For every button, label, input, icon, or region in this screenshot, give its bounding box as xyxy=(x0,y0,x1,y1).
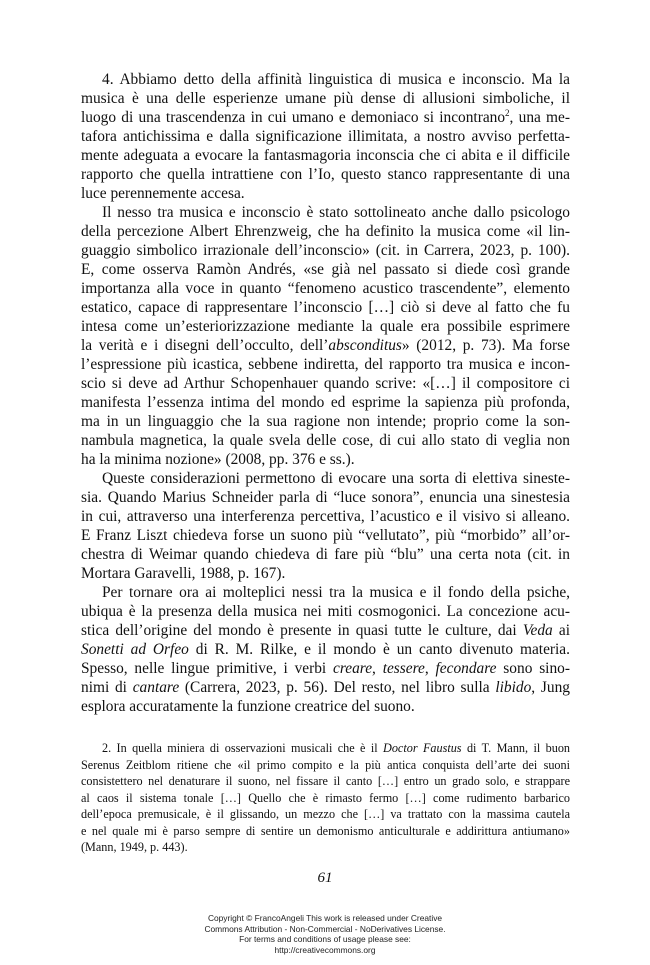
text-line: luogo di una trascendenza in cui umano e demoniaco si incontrano$^2$, una me- xyxy=(81,107,570,126)
footnote-line: consistettero nel denaturare il suono, nel fissare il canto […] entro un grado solo, e strappare xyxy=(81,774,570,788)
footnote-line: e nel quale mi è parso sempre di sentire un demonismo anticulturale e addirittura antiumano» xyxy=(81,823,570,838)
footnote-line: al caos il sistema tonale […] Quello che è rimasto fermo […] come rudimento barbarico xyxy=(81,790,570,805)
text-line: ma in un linguaggio che la sua ragione non intende; proprio come la son- xyxy=(81,413,570,430)
footnote xyxy=(81,740,570,856)
paragraph-3 xyxy=(81,469,570,583)
text-line: mente adeguata a evocare la fantasmagoria inconscia che ci abita e il difficile xyxy=(81,147,570,164)
text-line: Sonetti ad Orfeo di R. M. Rilke, e il mondo è un canto divenuto materia. xyxy=(81,641,570,658)
paragraph-4 xyxy=(81,583,570,716)
copyright-line: Commons Attribution - Non-Commercial - NoDerivatives License. xyxy=(204,923,446,934)
text-line: Per tornare ora ai molteplici nessi tra la musica e il fondo della psiche, xyxy=(102,584,570,601)
footnote-line: Serenus Zeitblom ritiene che «il primo compito e la più antica conquista dell’arte dei suoni xyxy=(81,757,570,772)
text-line: tafora antichissima e dalla significazione illimitata, a nostro avviso perfetta- xyxy=(81,128,570,145)
copyright-notice xyxy=(0,913,650,955)
text-line: chestra di Weimar quando chiedeva di fare più “blu” una certa nota (cit. in xyxy=(81,546,570,563)
text-line: rapporto che quella intrattiene con l’Io, questo stanco rappresentante di una xyxy=(81,166,570,183)
text-line: stica dell’origine del mondo è presente in quasi tutte le culture, dai Veda ai xyxy=(81,622,570,639)
text-line: l’espressione più icastica, sebbene indiretta, del rapporto tra musica e incon- xyxy=(81,356,570,373)
text-line: Queste considerazioni permettono di evocare una sorta di elettiva sineste- xyxy=(102,470,570,487)
text-line: ubiqua è la presenza della musica nei miti cosmogonici. La concezione acu- xyxy=(81,603,570,620)
text-line: E Franz Liszt chiedeva forse un suono più “vellutato”, più “morbido” all’or- xyxy=(81,527,570,544)
footnote-line: dell’epoca premusicale, è il glissando, un mezzo che […] va trattato con la massima cautela xyxy=(81,807,570,821)
text-line: la verità e i disegni dell’occulto, dell’absconditus» (2012, p. 73). Ma forse xyxy=(81,337,570,354)
text-line: in cui, attraverso una interferenza percettiva, l’acustico e il visivo si alleano. xyxy=(81,508,570,525)
text-line: ha la minima nozione» (2008, pp. 376 e ss.). xyxy=(81,451,355,468)
text-line: Spesso, nelle lingue primitive, i verbi creare, tessere, fecondare sono sino- xyxy=(81,660,570,677)
text-line: nimi di cantare (Carrera, 2023, p. 56). Del resto, nel libro sulla libido, Jung xyxy=(81,679,570,696)
text-line: sia. Quando Marius Schneider parla di “luce sonora”, enuncia una sinestesia xyxy=(81,489,570,506)
text-line: esplora accuratamente la funzione creatrice del suono. xyxy=(81,698,415,715)
main-text xyxy=(81,70,570,716)
text-line: scio si deve ad Arthur Schopenhauer quando scrive: «[…] il compositore ci xyxy=(81,375,570,392)
text-line: estatico, capace di rappresentare l’inconscio […] ciò si deve al fatto che fu xyxy=(81,299,570,316)
text-line: nambula magnetica, la quale svela delle cose, di cui allo stato di veglia non xyxy=(81,432,570,449)
copyright-line: Copyright © FrancoAngeli This work is released under Creative xyxy=(207,913,443,923)
footnote-line: (Mann, 1949, p. 443). xyxy=(81,840,188,854)
copyright-line: For terms and conditions of usage please see: xyxy=(239,934,411,944)
footnote-line: 2. In quella miniera di osservazioni musicali che è il Doctor Faustus di T. Mann, il buon xyxy=(102,741,571,755)
text-line: 4. Abbiamo detto della affinità linguistica di musica e inconscio. Ma la xyxy=(102,71,570,88)
text-line: musica è una delle esperienze umane più dense di allusioni simboliche, il xyxy=(81,90,570,107)
text-line: E, come osserva Ramòn Andrés, «se già nel passato si diede così grande xyxy=(81,261,570,278)
text-line: intesa come un’esteriorizzazione mediante la quale era possibile esprimere xyxy=(81,318,570,335)
paragraph-1 xyxy=(81,70,570,203)
text-line: Mortara Garavelli, 1988, p. 167). xyxy=(81,565,286,582)
text-line: importanza alla voce in quanto “fenomeno acustico trascendente”, elemento xyxy=(81,280,570,297)
page-number: 61 xyxy=(317,870,333,886)
text-line: Il nesso tra musica e inconscio è stato sottolineato anche dallo psicologo xyxy=(102,204,570,221)
copyright-link[interactable]: http://creativecommons.org xyxy=(274,944,376,955)
text-line: della percezione Albert Ehrenzweig, che ha definito la musica come «il lin- xyxy=(81,223,570,240)
text-line: manifesta l’essenza intima del mondo ed esprime la sapienza più profonda, xyxy=(81,394,570,411)
paragraph-2 xyxy=(81,203,570,469)
text-line: luce perennemente accesa. xyxy=(81,185,245,202)
text-line: guaggio simbolico irrazionale dell’inconscio» (cit. in Carrera, 2023, p. 100). xyxy=(81,242,570,259)
